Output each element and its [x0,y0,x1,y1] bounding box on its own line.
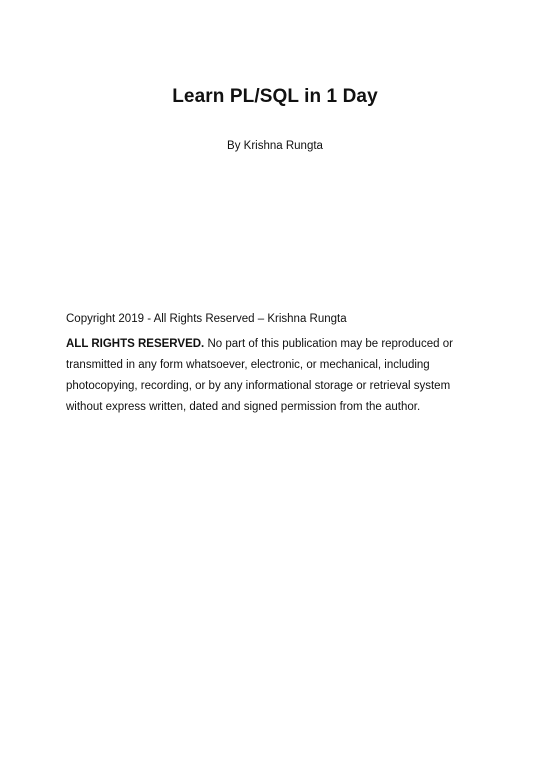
copyright-notice: Copyright 2019 - All Rights Reserved – Krishna Rungta [66,313,347,325]
rights-paragraph [66,334,466,418]
author-line: By Krishna Rungta [227,140,323,152]
book-title: Learn PL/SQL in 1 Day [172,86,378,107]
rights-text: No part of this publication may be reproduced or transmitted in any form whatsoever, electronic, or mechanical, including photocopying, recording, or by any informational storage or retrieval system without express written, dated and signed permission from the author. [66,338,453,413]
rights-heading: ALL RIGHTS RESERVED. [66,338,205,350]
